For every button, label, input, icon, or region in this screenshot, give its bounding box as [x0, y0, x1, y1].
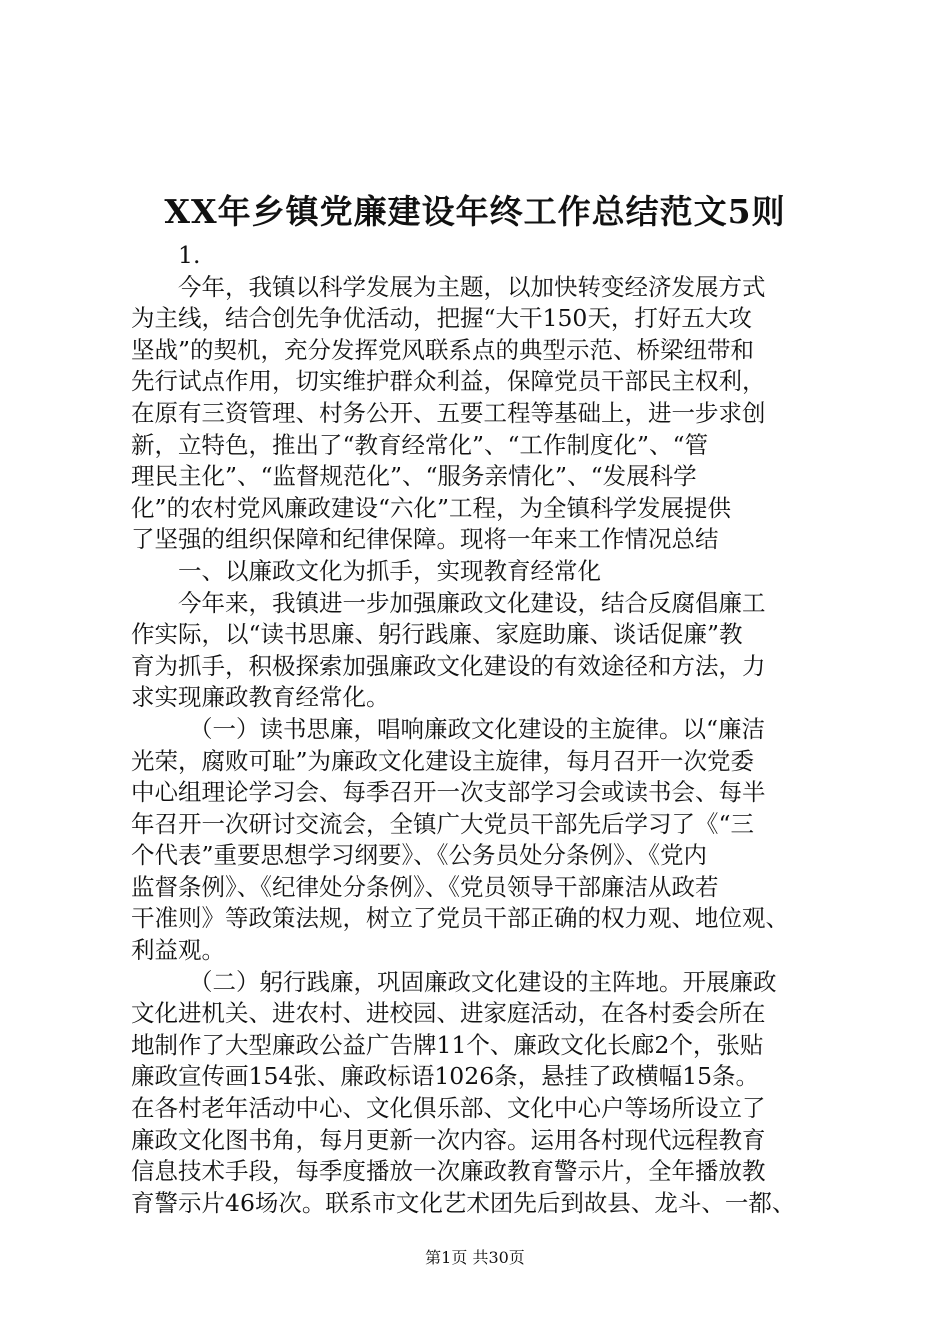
- text-line: 文化进机关、进农村、进校园、进家庭活动，在各村委会所在: [131, 999, 766, 1028]
- text-line: 廉政宣传画154张、廉政标语1026条，悬挂了政横幅15条。: [131, 1062, 760, 1091]
- text-line: 化”的农村党风廉政建设“六化”工程，为全镇科学发展提供: [131, 493, 732, 522]
- text-line: 先行试点作用，切实维护群众利益，保障党员干部民主权利，: [131, 367, 766, 396]
- text-line: 信息技术手段，每季度播放一次廉政教育警示片，全年播放教: [131, 1157, 766, 1186]
- text-line: 育警示片46场次。联系市文化艺术团先后到故县、龙斗、一都、: [131, 1188, 796, 1217]
- page-footer: 第1页 共30页: [425, 1248, 525, 1267]
- text-line: 育为抓手，积极探索加强廉政文化建设的有效途径和方法，力: [131, 651, 766, 680]
- text-line: 求实现廉政教育经常化。: [131, 683, 390, 712]
- document-body: [131, 240, 831, 1219]
- text-line: 新，立特色，推出了“教育经常化”、“工作制度化”、“管: [131, 430, 709, 459]
- text-line: 光荣，腐败可耻”为廉政文化建设主旋律，每月召开一次党委: [131, 746, 755, 775]
- text-line: 作实际，以“读书思廉、躬行践廉、家庭助廉、谈话促廉”教: [131, 620, 743, 649]
- text-line: 监督条例》、《纪律处分条例》、《党员领导干部廉洁从政若: [131, 872, 719, 901]
- text-line: （二）躬行践廉，巩固廉政文化建设的主阵地。开展廉政: [189, 967, 777, 996]
- text-line: 了坚强的组织保障和纪律保障。现将一年来工作情况总结: [131, 525, 719, 554]
- text-line: 在各村老年活动中心、文化俱乐部、文化中心户等场所设立了: [131, 1094, 766, 1123]
- text-line: 地制作了大型廉政公益广告牌11个、廉政文化长廊2个，张贴: [131, 1030, 764, 1059]
- text-line: 利益观。: [131, 936, 225, 965]
- document-title: XX年乡镇党廉建设年终工作总结范文5则: [164, 192, 786, 231]
- text-line: 1.: [178, 241, 201, 269]
- text-line: 中心组理论学习会、每季召开一次支部学习会或读书会、每半: [131, 778, 766, 807]
- text-line: 今年，我镇以科学发展为主题，以加快转变经济发展方式: [178, 272, 766, 301]
- text-line: （一）读书思廉，唱响廉政文化建设的主旋律。以“廉洁: [189, 714, 766, 743]
- text-line: 在原有三资管理、村务公开、五要工程等基础上，进一步求创: [131, 398, 766, 427]
- text-line: 个代表”重要思想学习纲要》、《公务员处分条例》、《党内: [131, 841, 708, 870]
- text-line: 理民主化”、“监督规范化”、“服务亲情化”、“发展科学: [131, 462, 697, 491]
- text-line: 坚战”的契机，充分发挥党风联系点的典型示范、桥梁纽带和: [131, 335, 755, 364]
- text-line: 为主线，结合创先争优活动，把握“大干150天，打好五大攻: [131, 304, 752, 333]
- text-line: 今年来，我镇进一步加强廉政文化建设，结合反腐倡廉工: [178, 588, 766, 617]
- text-line: 干准则》等政策法规，树立了党员干部正确的权力观、地位观、: [131, 904, 789, 933]
- text-line: 廉政文化图书角，每月更新一次内容。运用各村现代远程教育: [131, 1125, 766, 1154]
- text-line: 年召开一次研讨交流会，全镇广大党员干部先后学习了《“三: [131, 809, 755, 838]
- section-heading: 一、以廉政文化为抓手，实现教育经常化: [178, 556, 601, 585]
